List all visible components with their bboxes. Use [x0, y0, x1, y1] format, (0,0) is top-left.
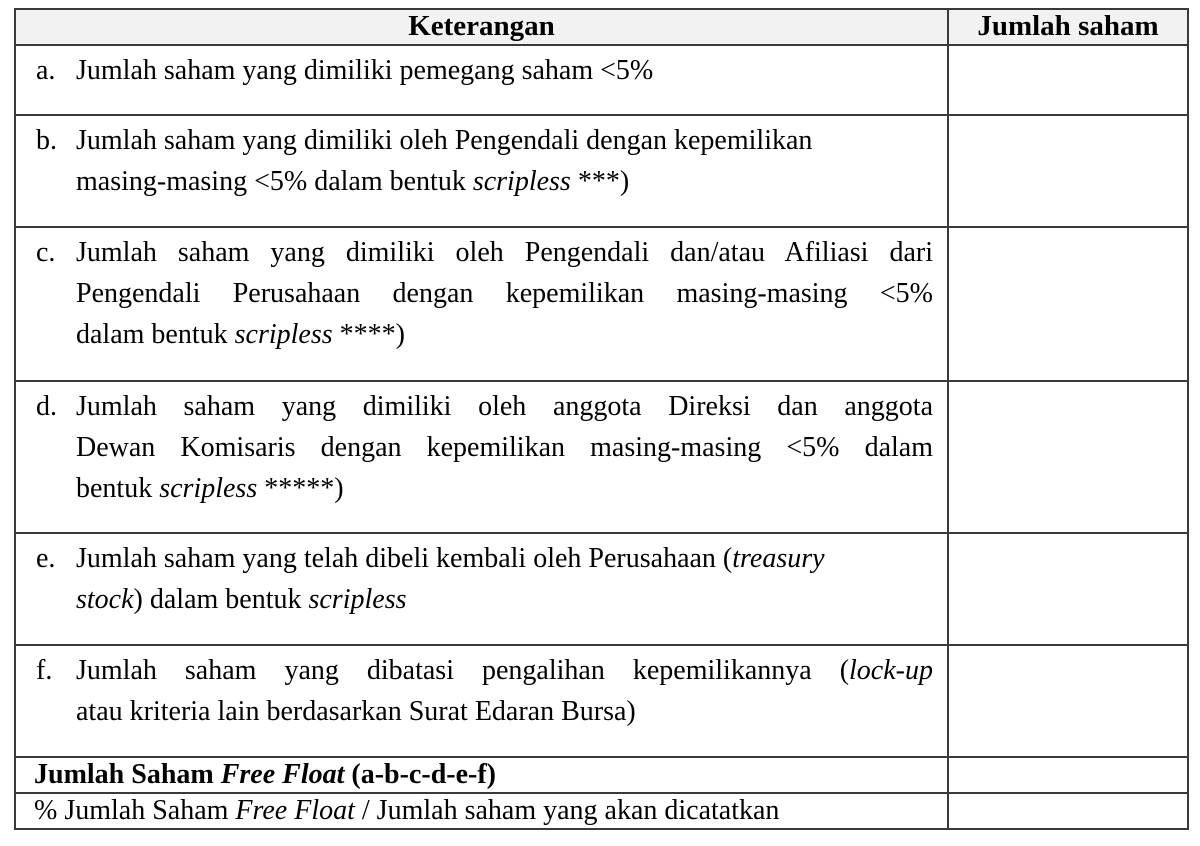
item-line	[76, 314, 933, 355]
item-line	[76, 386, 933, 427]
italic-term: stock	[76, 584, 134, 615]
text-segment: Jumlah saham yang dimiliki oleh Pengendali dan/atau Afiliasi dari	[76, 237, 933, 268]
item-line	[76, 120, 933, 161]
item-label: e.	[36, 543, 56, 574]
text-segment: Jumlah saham yang dimiliki oleh anggota Direksi dan anggota	[76, 391, 933, 422]
text-segment: ***)	[570, 166, 630, 197]
item-line	[76, 273, 933, 314]
item-text	[16, 646, 947, 732]
jumlah-saham-cell[interactable]	[948, 645, 1188, 757]
table-row	[15, 645, 1188, 757]
item-text	[16, 382, 947, 509]
text-segment: Jumlah saham yang telah dibeli kembali oleh Perusahaan (	[76, 543, 733, 574]
item-label: f.	[36, 655, 53, 686]
table-row	[15, 533, 1188, 645]
item-label: b.	[36, 125, 57, 156]
percent-value-cell[interactable]	[948, 793, 1188, 829]
item-line	[76, 538, 933, 579]
text-segment: ****)	[332, 319, 405, 350]
keterangan-cell	[15, 227, 948, 381]
total-text-suffix: (a-b-c-d-e-f)	[344, 759, 496, 790]
item-text	[16, 534, 947, 620]
text-segment: Jumlah saham yang dimiliki pemegang saham <5%	[76, 55, 654, 86]
table-header-row	[15, 9, 1188, 45]
item-label: c.	[36, 237, 56, 268]
jumlah-saham-cell[interactable]	[948, 227, 1188, 381]
italic-term: lock-up	[849, 655, 933, 686]
text-segment: Jumlah saham yang dimiliki oleh Pengendali dengan kepemilikan	[76, 125, 813, 156]
header-jumlah-saham: Jumlah saham	[948, 9, 1188, 45]
item-text	[16, 116, 947, 202]
italic-term: scripless	[159, 473, 258, 504]
text-segment: ) dalam bentuk	[133, 584, 309, 615]
item-label: a.	[36, 55, 56, 86]
text-segment: Jumlah saham yang dibatasi pengalihan kepemilikannya (	[76, 655, 850, 686]
item-line	[76, 468, 933, 509]
italic-term: treasury	[732, 543, 825, 574]
italic-term: scripless	[308, 584, 407, 615]
percent-text-suffix: / Jumlah saham yang akan dicatatkan	[354, 795, 780, 826]
item-line	[76, 691, 933, 732]
keterangan-cell	[15, 115, 948, 227]
table-row	[15, 381, 1188, 533]
percent-text: % Jumlah Saham	[34, 795, 236, 826]
jumlah-saham-cell[interactable]	[948, 45, 1188, 115]
item-line	[76, 579, 933, 620]
item-label: d.	[36, 391, 57, 422]
text-segment: atau kriteria lain berdasarkan Surat Edaran Bursa)	[76, 696, 636, 727]
italic-term: scripless	[234, 319, 333, 350]
item-line	[76, 650, 933, 691]
jumlah-saham-cell[interactable]	[948, 381, 1188, 533]
total-italic: Free Float	[220, 759, 345, 790]
jumlah-saham-cell[interactable]	[948, 115, 1188, 227]
total-label	[15, 757, 948, 793]
percent-italic: Free Float	[235, 795, 355, 826]
item-line	[76, 232, 933, 273]
header-keterangan: Keterangan	[15, 9, 948, 45]
total-value-cell[interactable]	[948, 757, 1188, 793]
item-line	[76, 161, 933, 202]
jumlah-saham-cell[interactable]	[948, 533, 1188, 645]
text-segment: masing-masing <5% dalam bentuk	[76, 166, 473, 197]
text-segment: dalam bentuk	[76, 319, 235, 350]
free-float-table	[14, 8, 1189, 830]
item-text	[16, 228, 947, 355]
percent-label	[15, 793, 948, 829]
keterangan-cell	[15, 381, 948, 533]
text-segment: Dewan Komisaris dengan kepemilikan masing-masing <5% dalam	[76, 432, 933, 463]
item-line	[76, 427, 933, 468]
keterangan-cell	[15, 645, 948, 757]
table-row	[15, 115, 1188, 227]
percent-row	[15, 793, 1188, 829]
total-row	[15, 757, 1188, 793]
item-line	[76, 50, 933, 91]
total-text: Jumlah Saham	[34, 759, 221, 790]
table-row	[15, 227, 1188, 381]
keterangan-cell	[15, 533, 948, 645]
text-segment: Pengendali Perusahaan dengan kepemilikan masing-masing <5%	[76, 278, 933, 309]
table-row	[15, 45, 1188, 115]
item-text	[16, 46, 947, 91]
italic-term: scripless	[472, 166, 571, 197]
keterangan-cell	[15, 45, 948, 115]
text-segment: *****)	[257, 473, 344, 504]
text-segment: bentuk	[76, 473, 160, 504]
